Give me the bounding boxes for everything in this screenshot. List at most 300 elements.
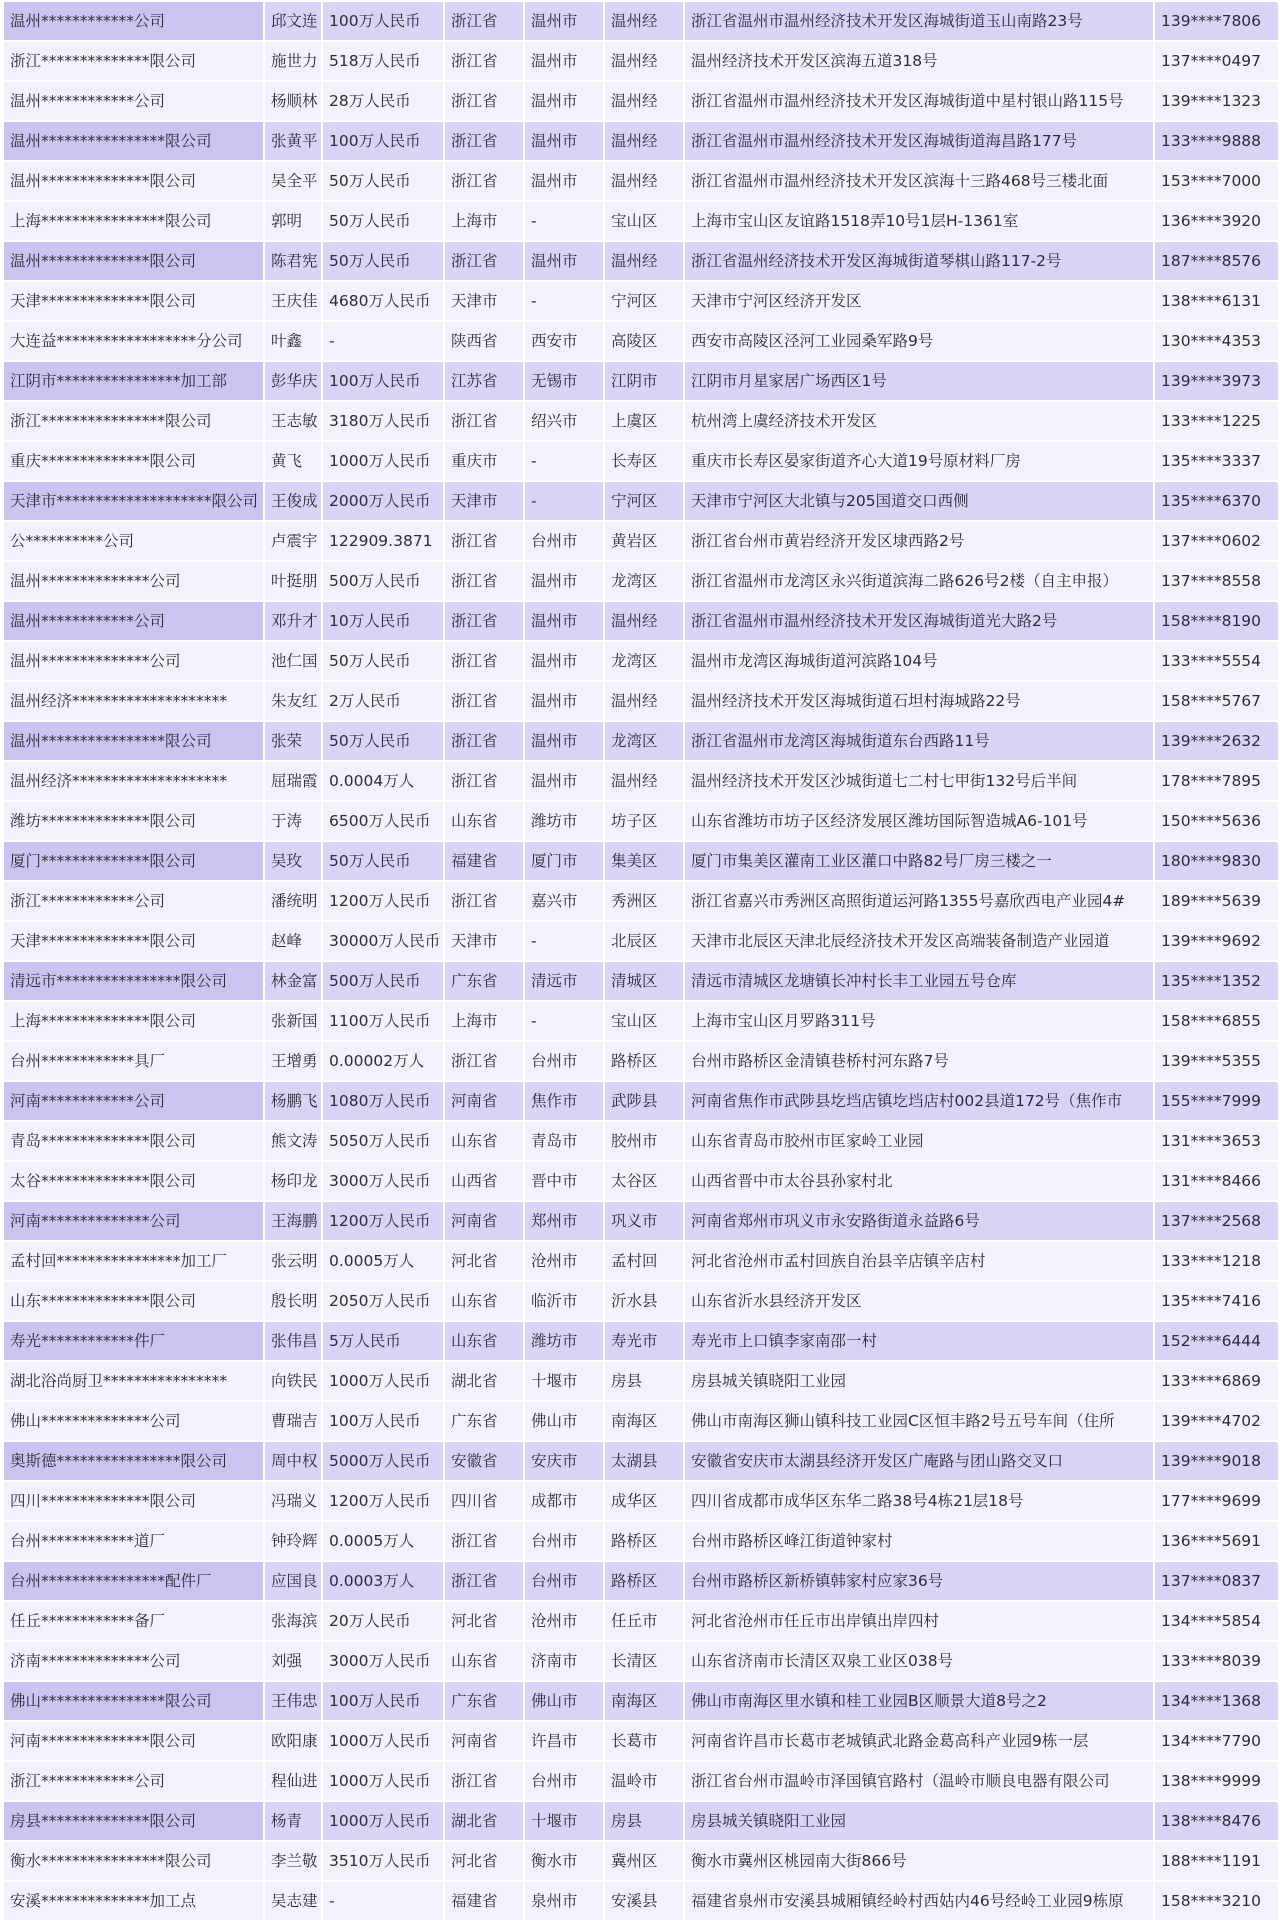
company-name-cell[interactable]: 温州**************公司	[3, 641, 264, 681]
district-cell[interactable]: 温州经	[604, 681, 684, 721]
capital-cell[interactable]: 122909.3871	[322, 521, 444, 561]
company-name-cell[interactable]: 湖北浴尚厨卫****************	[3, 1361, 264, 1401]
legal-rep-cell[interactable]: 于涛	[264, 801, 322, 841]
table-row[interactable]	[3, 801, 1279, 841]
company-name-cell[interactable]: 温州**************限公司	[3, 241, 264, 281]
province-cell[interactable]: 浙江省	[444, 681, 524, 721]
company-name-cell[interactable]: 上海****************限公司	[3, 201, 264, 241]
legal-rep-cell[interactable]: 张荣	[264, 721, 322, 761]
district-cell[interactable]: 长寿区	[604, 441, 684, 481]
capital-cell[interactable]: 3000万人民币	[322, 1641, 444, 1681]
capital-cell[interactable]: 50万人民币	[322, 201, 444, 241]
province-cell[interactable]: 河北省	[444, 1241, 524, 1281]
city-cell[interactable]: 清远市	[524, 961, 604, 1001]
city-cell[interactable]: 十堰市	[524, 1801, 604, 1841]
company-name-cell[interactable]: 青岛**************限公司	[3, 1121, 264, 1161]
address-cell[interactable]: 衡水市冀州区桃园南大街866号	[684, 1841, 1154, 1881]
company-name-cell[interactable]: 天津**************限公司	[3, 281, 264, 321]
legal-rep-cell[interactable]: 程仙进	[264, 1761, 322, 1801]
legal-rep-cell[interactable]: 周中权	[264, 1441, 322, 1481]
company-name-cell[interactable]: 重庆**************限公司	[3, 441, 264, 481]
phone-cell[interactable]: 134****1368	[1154, 1681, 1279, 1721]
province-cell[interactable]: 浙江省	[444, 1, 524, 41]
address-cell[interactable]: 浙江省温州市温州经济技术开发区海城街道中星村银山路115号	[684, 81, 1154, 121]
district-cell[interactable]: 武陟县	[604, 1081, 684, 1121]
phone-cell[interactable]: 138****9999	[1154, 1761, 1279, 1801]
table-row[interactable]	[3, 1561, 1279, 1601]
city-cell[interactable]: 临沂市	[524, 1281, 604, 1321]
phone-cell[interactable]: 155****7999	[1154, 1081, 1279, 1121]
phone-cell[interactable]: 131****3653	[1154, 1121, 1279, 1161]
company-name-cell[interactable]: 浙江************公司	[3, 1761, 264, 1801]
legal-rep-cell[interactable]: 杨鹏飞	[264, 1081, 322, 1121]
address-cell[interactable]: 浙江省温州经济技术开发区海城街道琴棋山路117-2号	[684, 241, 1154, 281]
province-cell[interactable]: 山西省	[444, 1161, 524, 1201]
table-row[interactable]	[3, 1881, 1279, 1920]
address-cell[interactable]: 寿光市上口镇李家南邵一村	[684, 1321, 1154, 1361]
city-cell[interactable]: 衡水市	[524, 1841, 604, 1881]
district-cell[interactable]: 温州经	[604, 81, 684, 121]
province-cell[interactable]: 山东省	[444, 801, 524, 841]
phone-cell[interactable]: 133****1218	[1154, 1241, 1279, 1281]
capital-cell[interactable]: 3000万人民币	[322, 1161, 444, 1201]
district-cell[interactable]: 江阴市	[604, 361, 684, 401]
address-cell[interactable]: 河北省沧州市孟村回族自治县辛店镇辛店村	[684, 1241, 1154, 1281]
province-cell[interactable]: 浙江省	[444, 121, 524, 161]
district-cell[interactable]: 高陵区	[604, 321, 684, 361]
table-row[interactable]	[3, 121, 1279, 161]
city-cell[interactable]: 成都市	[524, 1481, 604, 1521]
legal-rep-cell[interactable]: 应国良	[264, 1561, 322, 1601]
phone-cell[interactable]: 133****9888	[1154, 121, 1279, 161]
district-cell[interactable]: 路桥区	[604, 1561, 684, 1601]
address-cell[interactable]: 清远市清城区龙塘镇长冲村长丰工业园五号仓库	[684, 961, 1154, 1001]
province-cell[interactable]: 天津市	[444, 921, 524, 961]
capital-cell[interactable]: 500万人民币	[322, 961, 444, 1001]
district-cell[interactable]: 长清区	[604, 1641, 684, 1681]
capital-cell[interactable]: 518万人民币	[322, 41, 444, 81]
province-cell[interactable]: 浙江省	[444, 1561, 524, 1601]
legal-rep-cell[interactable]: 张黄平	[264, 121, 322, 161]
capital-cell[interactable]: 1080万人民币	[322, 1081, 444, 1121]
district-cell[interactable]: 孟村回	[604, 1241, 684, 1281]
district-cell[interactable]: 龙湾区	[604, 561, 684, 601]
table-row[interactable]	[3, 81, 1279, 121]
district-cell[interactable]: 冀州区	[604, 1841, 684, 1881]
table-row[interactable]	[3, 201, 1279, 241]
legal-rep-cell[interactable]: 冯瑞义	[264, 1481, 322, 1521]
city-cell[interactable]: 温州市	[524, 1, 604, 41]
address-cell[interactable]: 浙江省温州市温州经济技术开发区海城街道玉山南路23号	[684, 1, 1154, 41]
province-cell[interactable]: 浙江省	[444, 761, 524, 801]
legal-rep-cell[interactable]: 王庆佳	[264, 281, 322, 321]
district-cell[interactable]: 温州经	[604, 601, 684, 641]
province-cell[interactable]: 浙江省	[444, 881, 524, 921]
table-row[interactable]	[3, 841, 1279, 881]
phone-cell[interactable]: 137****0602	[1154, 521, 1279, 561]
capital-cell[interactable]: 2万人民币	[322, 681, 444, 721]
province-cell[interactable]: 浙江省	[444, 721, 524, 761]
province-cell[interactable]: 江苏省	[444, 361, 524, 401]
city-cell[interactable]: 沧州市	[524, 1601, 604, 1641]
city-cell[interactable]: 沧州市	[524, 1241, 604, 1281]
phone-cell[interactable]: 135****1352	[1154, 961, 1279, 1001]
city-cell[interactable]: 厦门市	[524, 841, 604, 881]
address-cell[interactable]: 杭州湾上虞经济技术开发区	[684, 401, 1154, 441]
phone-cell[interactable]: 178****7895	[1154, 761, 1279, 801]
legal-rep-cell[interactable]: 赵峰	[264, 921, 322, 961]
address-cell[interactable]: 西安市高陵区泾河工业园桑军路9号	[684, 321, 1154, 361]
district-cell[interactable]: 清城区	[604, 961, 684, 1001]
legal-rep-cell[interactable]: 刘强	[264, 1641, 322, 1681]
district-cell[interactable]: 路桥区	[604, 1041, 684, 1081]
city-cell[interactable]: 台州市	[524, 1041, 604, 1081]
table-row[interactable]	[3, 41, 1279, 81]
phone-cell[interactable]: 130****4353	[1154, 321, 1279, 361]
phone-cell[interactable]: 134****7790	[1154, 1721, 1279, 1761]
legal-rep-cell[interactable]: 李兰敬	[264, 1841, 322, 1881]
company-name-cell[interactable]: 温州************公司	[3, 1, 264, 41]
table-row[interactable]	[3, 1601, 1279, 1641]
table-row[interactable]	[3, 1441, 1279, 1481]
company-name-cell[interactable]: 太谷**************限公司	[3, 1161, 264, 1201]
capital-cell[interactable]: 0.0005万人	[322, 1521, 444, 1561]
district-cell[interactable]: 秀洲区	[604, 881, 684, 921]
district-cell[interactable]: 黄岩区	[604, 521, 684, 561]
province-cell[interactable]: 浙江省	[444, 161, 524, 201]
table-row[interactable]	[3, 1521, 1279, 1561]
capital-cell[interactable]: 6500万人民币	[322, 801, 444, 841]
capital-cell[interactable]: 20万人民币	[322, 1601, 444, 1641]
province-cell[interactable]: 山东省	[444, 1641, 524, 1681]
company-name-cell[interactable]: 佛山**************公司	[3, 1401, 264, 1441]
company-name-cell[interactable]: 大连益******************分公司	[3, 321, 264, 361]
city-cell[interactable]: 台州市	[524, 1521, 604, 1561]
table-row[interactable]	[3, 1721, 1279, 1761]
legal-rep-cell[interactable]: 邱文连	[264, 1, 322, 41]
table-row[interactable]	[3, 1321, 1279, 1361]
province-cell[interactable]: 河北省	[444, 1841, 524, 1881]
legal-rep-cell[interactable]: 王志敏	[264, 401, 322, 441]
district-cell[interactable]: 长葛市	[604, 1721, 684, 1761]
capital-cell[interactable]: 1200万人民币	[322, 1201, 444, 1241]
address-cell[interactable]: 福建省泉州市安溪县城厢镇经岭村西姑内46号经岭工业园9栋原	[684, 1881, 1154, 1920]
province-cell[interactable]: 浙江省	[444, 1041, 524, 1081]
province-cell[interactable]: 湖北省	[444, 1361, 524, 1401]
province-cell[interactable]: 浙江省	[444, 561, 524, 601]
district-cell[interactable]: 温岭市	[604, 1761, 684, 1801]
table-row[interactable]	[3, 1401, 1279, 1441]
address-cell[interactable]: 温州经济技术开发区海城街道石坦村海城路22号	[684, 681, 1154, 721]
company-name-cell[interactable]: 公**********公司	[3, 521, 264, 561]
province-cell[interactable]: 河南省	[444, 1201, 524, 1241]
legal-rep-cell[interactable]: 张云明	[264, 1241, 322, 1281]
province-cell[interactable]: 福建省	[444, 841, 524, 881]
table-row[interactable]	[3, 161, 1279, 201]
district-cell[interactable]: 成华区	[604, 1481, 684, 1521]
district-cell[interactable]: 安溪县	[604, 1881, 684, 1920]
capital-cell[interactable]: 28万人民币	[322, 81, 444, 121]
legal-rep-cell[interactable]: 王俊成	[264, 481, 322, 521]
company-name-cell[interactable]: 厦门**************限公司	[3, 841, 264, 881]
company-name-cell[interactable]: 浙江****************限公司	[3, 401, 264, 441]
address-cell[interactable]: 天津市宁河区大北镇与205国道交口西侧	[684, 481, 1154, 521]
address-cell[interactable]: 上海市宝山区月罗路311号	[684, 1001, 1154, 1041]
table-row[interactable]	[3, 961, 1279, 1001]
phone-cell[interactable]: 133****6869	[1154, 1361, 1279, 1401]
city-cell[interactable]: -	[524, 1001, 604, 1041]
province-cell[interactable]: 河南省	[444, 1721, 524, 1761]
district-cell[interactable]: 北辰区	[604, 921, 684, 961]
province-cell[interactable]: 浙江省	[444, 521, 524, 561]
capital-cell[interactable]: 50万人民币	[322, 721, 444, 761]
capital-cell[interactable]: 1200万人民币	[322, 1481, 444, 1521]
company-name-cell[interactable]: 天津**************限公司	[3, 921, 264, 961]
table-row[interactable]	[3, 601, 1279, 641]
phone-cell[interactable]: 135****6370	[1154, 481, 1279, 521]
company-name-cell[interactable]: 上海**************限公司	[3, 1001, 264, 1041]
district-cell[interactable]: 宁河区	[604, 481, 684, 521]
company-name-cell[interactable]: 济南**************公司	[3, 1641, 264, 1681]
phone-cell[interactable]: 136****3920	[1154, 201, 1279, 241]
phone-cell[interactable]: 137****8558	[1154, 561, 1279, 601]
table-row[interactable]	[3, 241, 1279, 281]
phone-cell[interactable]: 158****6855	[1154, 1001, 1279, 1041]
province-cell[interactable]: 浙江省	[444, 81, 524, 121]
phone-cell[interactable]: 139****4702	[1154, 1401, 1279, 1441]
address-cell[interactable]: 浙江省温州市温州经济技术开发区海城街道光大路2号	[684, 601, 1154, 641]
city-cell[interactable]: 泉州市	[524, 1881, 604, 1920]
address-cell[interactable]: 温州经济技术开发区滨海五道318号	[684, 41, 1154, 81]
province-cell[interactable]: 山东省	[444, 1121, 524, 1161]
district-cell[interactable]: 太湖县	[604, 1441, 684, 1481]
company-name-cell[interactable]: 佛山****************限公司	[3, 1681, 264, 1721]
city-cell[interactable]: 潍坊市	[524, 801, 604, 841]
phone-cell[interactable]: 139****1323	[1154, 81, 1279, 121]
district-cell[interactable]: 温州经	[604, 1, 684, 41]
city-cell[interactable]: 晋中市	[524, 1161, 604, 1201]
city-cell[interactable]: -	[524, 281, 604, 321]
province-cell[interactable]: 陕西省	[444, 321, 524, 361]
legal-rep-cell[interactable]: 潘统明	[264, 881, 322, 921]
district-cell[interactable]: 龙湾区	[604, 641, 684, 681]
city-cell[interactable]: 温州市	[524, 761, 604, 801]
table-row[interactable]	[3, 1361, 1279, 1401]
province-cell[interactable]: 广东省	[444, 1401, 524, 1441]
city-cell[interactable]: 温州市	[524, 681, 604, 721]
capital-cell[interactable]: 1000万人民币	[322, 1761, 444, 1801]
table-row[interactable]	[3, 401, 1279, 441]
company-name-cell[interactable]: 河南**************限公司	[3, 1721, 264, 1761]
table-row[interactable]	[3, 1481, 1279, 1521]
address-cell[interactable]: 河北省沧州市任丘市出岸镇出岸四村	[684, 1601, 1154, 1641]
company-name-cell[interactable]: 台州************道厂	[3, 1521, 264, 1561]
phone-cell[interactable]: 177****9699	[1154, 1481, 1279, 1521]
city-cell[interactable]: 台州市	[524, 1561, 604, 1601]
legal-rep-cell[interactable]: 曹瑞吉	[264, 1401, 322, 1441]
capital-cell[interactable]: 500万人民币	[322, 561, 444, 601]
district-cell[interactable]: 宝山区	[604, 1001, 684, 1041]
district-cell[interactable]: 房县	[604, 1361, 684, 1401]
capital-cell[interactable]: 5万人民币	[322, 1321, 444, 1361]
company-name-cell[interactable]: 奥斯德****************限公司	[3, 1441, 264, 1481]
city-cell[interactable]: 温州市	[524, 601, 604, 641]
city-cell[interactable]: 温州市	[524, 41, 604, 81]
district-cell[interactable]: 南海区	[604, 1401, 684, 1441]
capital-cell[interactable]: -	[322, 321, 444, 361]
phone-cell[interactable]: 134****5854	[1154, 1601, 1279, 1641]
province-cell[interactable]: 河南省	[444, 1081, 524, 1121]
city-cell[interactable]: 青岛市	[524, 1121, 604, 1161]
phone-cell[interactable]: 187****8576	[1154, 241, 1279, 281]
address-cell[interactable]: 四川省成都市成华区东华二路38号4栋21层18号	[684, 1481, 1154, 1521]
city-cell[interactable]: 佛山市	[524, 1401, 604, 1441]
phone-cell[interactable]: 188****1191	[1154, 1841, 1279, 1881]
address-cell[interactable]: 山西省晋中市太谷县孙家村北	[684, 1161, 1154, 1201]
city-cell[interactable]: 温州市	[524, 721, 604, 761]
table-row[interactable]	[3, 321, 1279, 361]
legal-rep-cell[interactable]: 叶鑫	[264, 321, 322, 361]
city-cell[interactable]: 温州市	[524, 561, 604, 601]
address-cell[interactable]: 浙江省温州市龙湾区海城街道东台西路11号	[684, 721, 1154, 761]
phone-cell[interactable]: 152****6444	[1154, 1321, 1279, 1361]
company-name-cell[interactable]: 山东**************限公司	[3, 1281, 264, 1321]
city-cell[interactable]: 西安市	[524, 321, 604, 361]
table-row[interactable]	[3, 1001, 1279, 1041]
province-cell[interactable]: 浙江省	[444, 241, 524, 281]
capital-cell[interactable]: 0.0003万人	[322, 1561, 444, 1601]
company-name-cell[interactable]: 温州**************限公司	[3, 161, 264, 201]
province-cell[interactable]: 浙江省	[444, 41, 524, 81]
city-cell[interactable]: 温州市	[524, 241, 604, 281]
phone-cell[interactable]: 158****5767	[1154, 681, 1279, 721]
company-name-cell[interactable]: 寿光************件厂	[3, 1321, 264, 1361]
capital-cell[interactable]: 100万人民币	[322, 1681, 444, 1721]
province-cell[interactable]: 浙江省	[444, 601, 524, 641]
city-cell[interactable]: 嘉兴市	[524, 881, 604, 921]
phone-cell[interactable]: 189****5639	[1154, 881, 1279, 921]
city-cell[interactable]: 温州市	[524, 81, 604, 121]
city-cell[interactable]: 郑州市	[524, 1201, 604, 1241]
table-row[interactable]	[3, 1041, 1279, 1081]
province-cell[interactable]: 福建省	[444, 1881, 524, 1920]
legal-rep-cell[interactable]: 殷长明	[264, 1281, 322, 1321]
address-cell[interactable]: 山东省潍坊市坊子区经济发展区潍坊国际智造城A6-101号	[684, 801, 1154, 841]
legal-rep-cell[interactable]: 陈君宪	[264, 241, 322, 281]
capital-cell[interactable]: 100万人民币	[322, 1, 444, 41]
capital-cell[interactable]: 5000万人民币	[322, 1441, 444, 1481]
address-cell[interactable]: 安徽省安庆市太湖县经济开发区广庵路与团山路交叉口	[684, 1441, 1154, 1481]
legal-rep-cell[interactable]: 林金富	[264, 961, 322, 1001]
district-cell[interactable]: 沂水县	[604, 1281, 684, 1321]
legal-rep-cell[interactable]: 池仁国	[264, 641, 322, 681]
district-cell[interactable]: 上虞区	[604, 401, 684, 441]
company-name-cell[interactable]: 清远市****************限公司	[3, 961, 264, 1001]
table-row[interactable]	[3, 1801, 1279, 1841]
city-cell[interactable]: -	[524, 201, 604, 241]
district-cell[interactable]: 温州经	[604, 761, 684, 801]
city-cell[interactable]: 焦作市	[524, 1081, 604, 1121]
phone-cell[interactable]: 138****8476	[1154, 1801, 1279, 1841]
table-row[interactable]	[3, 561, 1279, 601]
capital-cell[interactable]: 0.0004万人	[322, 761, 444, 801]
address-cell[interactable]: 佛山市南海区狮山镇科技工业园C区恒丰路2号五号车间（住所	[684, 1401, 1154, 1441]
legal-rep-cell[interactable]: 杨顺林	[264, 81, 322, 121]
phone-cell[interactable]: 136****5691	[1154, 1521, 1279, 1561]
capital-cell[interactable]: 50万人民币	[322, 841, 444, 881]
capital-cell[interactable]: 1000万人民币	[322, 441, 444, 481]
capital-cell[interactable]: 50万人民币	[322, 641, 444, 681]
address-cell[interactable]: 佛山市南海区里水镇和桂工业园B区顺景大道8号之2	[684, 1681, 1154, 1721]
phone-cell[interactable]: 133****5554	[1154, 641, 1279, 681]
table-row[interactable]	[3, 1161, 1279, 1201]
capital-cell[interactable]: 50万人民币	[322, 241, 444, 281]
address-cell[interactable]: 上海市宝山区友谊路1518弄10号1层H-1361室	[684, 201, 1154, 241]
district-cell[interactable]: 任丘市	[604, 1601, 684, 1641]
province-cell[interactable]: 天津市	[444, 281, 524, 321]
province-cell[interactable]: 山东省	[444, 1321, 524, 1361]
city-cell[interactable]: 台州市	[524, 521, 604, 561]
table-row[interactable]	[3, 1281, 1279, 1321]
address-cell[interactable]: 房县城关镇晓阳工业园	[684, 1361, 1154, 1401]
company-name-cell[interactable]: 温州经济********************	[3, 681, 264, 721]
legal-rep-cell[interactable]: 黄飞	[264, 441, 322, 481]
address-cell[interactable]: 天津市宁河区经济开发区	[684, 281, 1154, 321]
phone-cell[interactable]: 133****8039	[1154, 1641, 1279, 1681]
phone-cell[interactable]: 139****5355	[1154, 1041, 1279, 1081]
city-cell[interactable]: 温州市	[524, 121, 604, 161]
address-cell[interactable]: 河南省许昌市长葛市老城镇武北路金葛高科产业园9栋一层	[684, 1721, 1154, 1761]
province-cell[interactable]: 河北省	[444, 1601, 524, 1641]
company-name-cell[interactable]: 温州****************限公司	[3, 121, 264, 161]
address-cell[interactable]: 厦门市集美区灌南工业区灌口中路82号厂房三楼之一	[684, 841, 1154, 881]
phone-cell[interactable]: 137****0837	[1154, 1561, 1279, 1601]
legal-rep-cell[interactable]: 朱友红	[264, 681, 322, 721]
city-cell[interactable]: 无锡市	[524, 361, 604, 401]
address-cell[interactable]: 江阴市月星家居广场西区1号	[684, 361, 1154, 401]
legal-rep-cell[interactable]: 吴玫	[264, 841, 322, 881]
company-name-cell[interactable]: 天津市********************限公司	[3, 481, 264, 521]
company-name-cell[interactable]: 安溪**************加工点	[3, 1881, 264, 1920]
table-row[interactable]	[3, 1641, 1279, 1681]
district-cell[interactable]: 房县	[604, 1801, 684, 1841]
company-name-cell[interactable]: 衡水****************限公司	[3, 1841, 264, 1881]
city-cell[interactable]: 绍兴市	[524, 401, 604, 441]
phone-cell[interactable]: 131****8466	[1154, 1161, 1279, 1201]
district-cell[interactable]: 宝山区	[604, 201, 684, 241]
phone-cell[interactable]: 139****9018	[1154, 1441, 1279, 1481]
legal-rep-cell[interactable]: 王海鹏	[264, 1201, 322, 1241]
address-cell[interactable]: 浙江省温州市温州经济技术开发区海城街道海昌路177号	[684, 121, 1154, 161]
phone-cell[interactable]: 139****9692	[1154, 921, 1279, 961]
capital-cell[interactable]: 1200万人民币	[322, 881, 444, 921]
address-cell[interactable]: 重庆市长寿区晏家街道齐心大道19号原材料厂房	[684, 441, 1154, 481]
legal-rep-cell[interactable]: 吴全平	[264, 161, 322, 201]
company-name-cell[interactable]: 江阴市****************加工部	[3, 361, 264, 401]
table-row[interactable]	[3, 721, 1279, 761]
province-cell[interactable]: 安徽省	[444, 1441, 524, 1481]
table-row[interactable]	[3, 1841, 1279, 1881]
province-cell[interactable]: 浙江省	[444, 1521, 524, 1561]
address-cell[interactable]: 浙江省台州市黄岩经济开发区埭西路2号	[684, 521, 1154, 561]
phone-cell[interactable]: 158****3210	[1154, 1881, 1279, 1920]
legal-rep-cell[interactable]: 郭明	[264, 201, 322, 241]
province-cell[interactable]: 四川省	[444, 1481, 524, 1521]
capital-cell[interactable]: 3510万人民币	[322, 1841, 444, 1881]
city-cell[interactable]: 许昌市	[524, 1721, 604, 1761]
legal-rep-cell[interactable]: 杨印龙	[264, 1161, 322, 1201]
table-row[interactable]	[3, 1121, 1279, 1161]
